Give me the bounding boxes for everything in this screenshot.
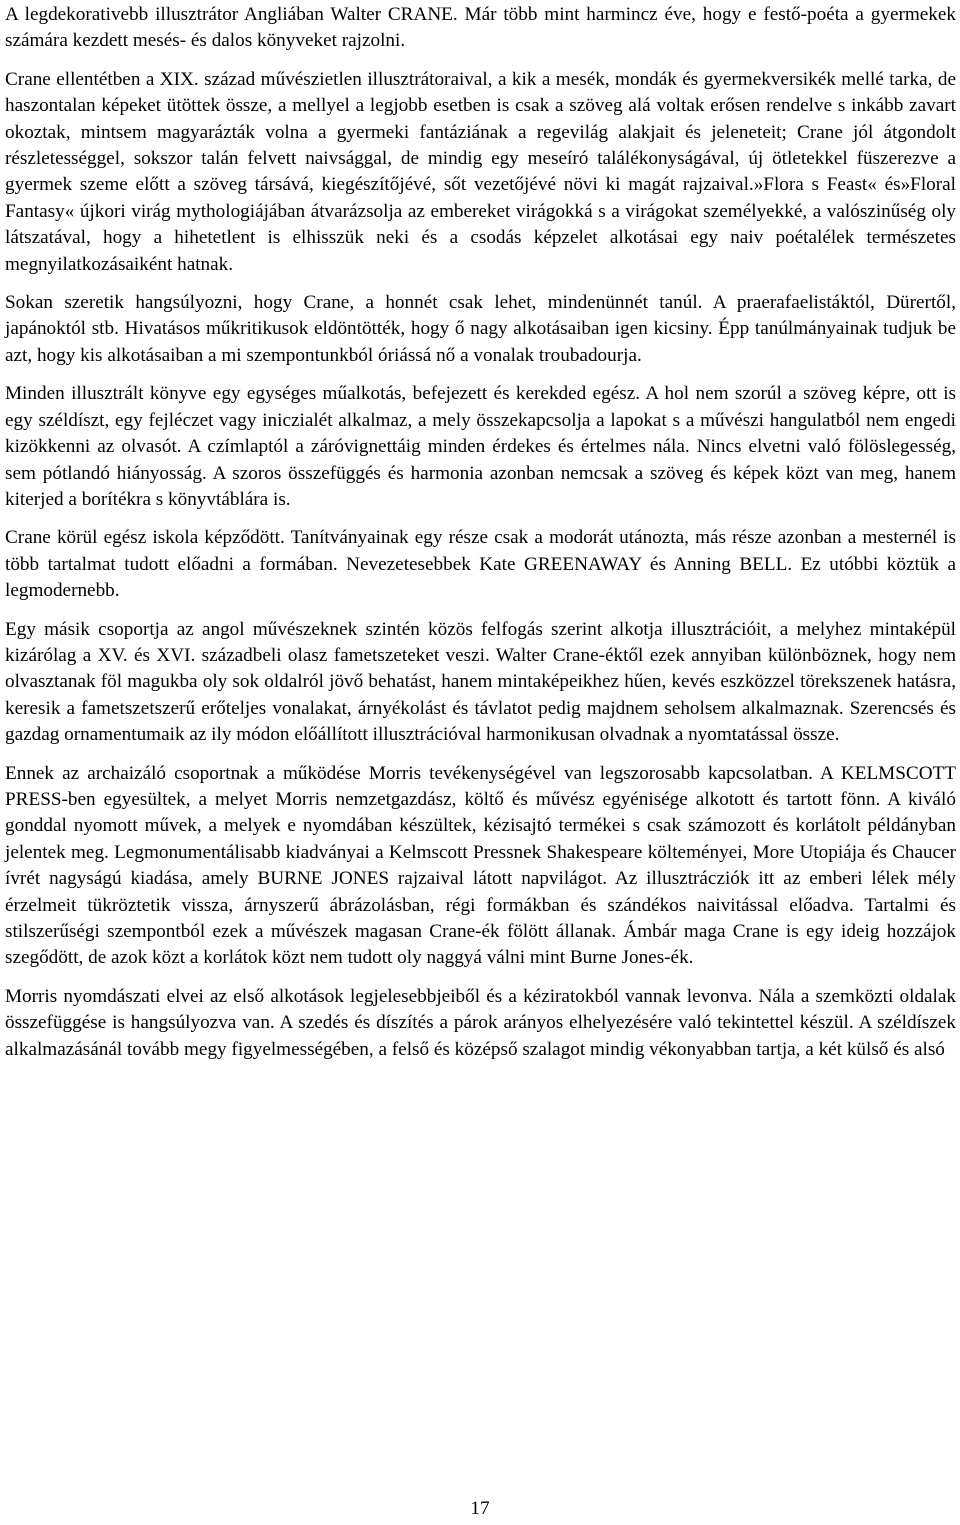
paragraph-crane-school: Crane körül egész iskola képződött. Tanítványainak egy része csak a modorát utánozta, más része azonban a mesternél is több tartalmat tudott előadni a formában. Nevezetesebbek Kate GREENAWAY és Anning BELL. Ez utóbbi köztük a legmodernebb. <box>5 527 956 602</box>
page-number: 17 <box>470 1498 490 1519</box>
paragraph-kelmscott-press: Ennek az archaizáló csoportnak a működése Morris tevékenységével van legszorosabb kapcsolatban. A KELMSCOTT PRESS-ben egyesültek, a melyet Morris nemzetgazdász, költő és művész egyénisége alkotott és tartott fönn. A kiváló gonddal nyomott művek, a melyek e nyomdában készültek, kézisajtó termékei s csak számozott és korlátolt példányban jelentek meg. Legmonumentálisabb kiadványai a Kelmscott Pressnek Shakespeare költeményei, More Utopiája és Chaucer ívrét nagyságú kiadása, amely BURNE JONES rajzaival látott napvilágot. Az illusztrácziók itt az emberi lélek mély érzelmeit tükröztetik vissza, árnyszerű ábrázolásban, régi formákban és szándékos naivitással előadva. Tartalmi és stilszerűségi szempontból ezek a művészek magasan Crane-ék fölött állanak. Ámbár maga Crane is egy ideig hozzájok szegődött, de azok közt a korlátok közt nem tudott oly naggyá válni mint Burne Jones-ék. <box>5 762 956 969</box>
paragraph-crane-learning: Sokan szeretik hangsúlyozni, hogy Crane, a honnét csak lehet, mindenünnét tanúl. A praerafaelistáktól, Dürertől, japánoktól stb. Hivatásos műkritikusok eldöntötték, hogy ő nagy alkotásaiban igen kicsiny. Épp tanúlmányainak tudjuk be azt, hogy kis alkotásaiban a mi szempontunkból óriássá nő a vonalak troubadourja. <box>5 292 956 366</box>
paragraph-woodcut-group: Egy másik csoportja az angol művészeknek szintén közös felfogás szerint alkotja illusztrációit, a melyhez mintaképül kizárólag a XV. és XVI. századbeli olasz fametszeteket veszi. Walter Crane-éktől ezek annyiban különböznek, hogy nem olvasztanak föl magukba oly sok oldalról jövő behatást, hanem mintaképeikhez hűen, kevés eszközzel törekszenek hatásra, keresik a fametszetszerű erőteljes vonalakat, árnyékolást és távlatot pedig majdnem seholsem alkalmaznak. Szerencsés és gazdag ornamentumaik az ily módon előállított illusztrációval harmonikusan olvadnak a nyomtatással össze. <box>5 618 956 746</box>
document-body <box>5 2 956 1075</box>
paragraph-crane-intro: A legdekorativebb illusztrátor Angliában Walter CRANE. Már több mint harmincz éve, hogy e festő-poéta a gyermekek számára kezdett mesés- és dalos könyveket rajzolni. <box>5 4 956 52</box>
paragraph-crane-contrast: Crane ellentétben a XIX. század művészietlen illusztrátoraival, a kik a mesék, mondák és gyermekversikék mellé tarka, de haszontalan képeket ütöttek össze, a mellyel a legjobb esetben is csak a szöveg alá voltak erősen rendelve s inkább zavart okoztak, mintsem magyarázták volna a gyermeki fantáziának a regevilág alakjait és jeleneteit; Crane jól átgondolt részletességgel, sokszor talán felvett naivsággal, de mindig egy meseíró találékonyságával, új ötletekkel füszerezve a gyermek szeme előtt a szöveg társává, kiegészítőjévé, sőt vezetőjévé növi ki magát rajzaival.»Flora s Feast« és»Floral Fantasy« újkori virág mythologiájában átvarázsolja az embereket virágokká s a virágokat személyekké, a valószinűség oly látszatával, hogy a hihetetlent is elhisszük neki és a csodás képzelet alkotásai egy naiv poétalélek természetes megnyilatkozásaiként hatnak. <box>5 68 956 275</box>
paragraph-morris-principles: Morris nyomdászati elvei az első alkotások legjelesebbjeiből és a kéziratokból vannak levonva. Nála a szemközti oldalak összefüggése is hangsúlyozva van. A szedés és díszítés a párok arányos elhelyezésére való tekintettel készül. A széldíszek alkalmazásánál tovább megy figyelmességében, a felső és középső szalagot mindig vékonyabban tartja, a két külső és alsó <box>5 985 956 1060</box>
paragraph-book-unity: Minden illusztrált könyve egy egységes műalkotás, befejezett és kerekded egész. A hol nem szorúl a szöveg képre, ott is egy széldíszt, egy fejléczet vagy iniczialét alkalmaz, a mely összekapcsolja a lapokat s a művészi hangulatból nem engedi kizökkenni az olvasót. A czímlaptól a záróvignettáig minden érdekes és értelmes nála. Nincs elvetni való fölöslegesség, sem pótlandó hiányosság. A szoros összefüggés és harmonia azonban nemcsak a szöveg és képek közt van meg, hanem kiterjed a borítékra s könyvtáblára is. <box>5 383 956 510</box>
